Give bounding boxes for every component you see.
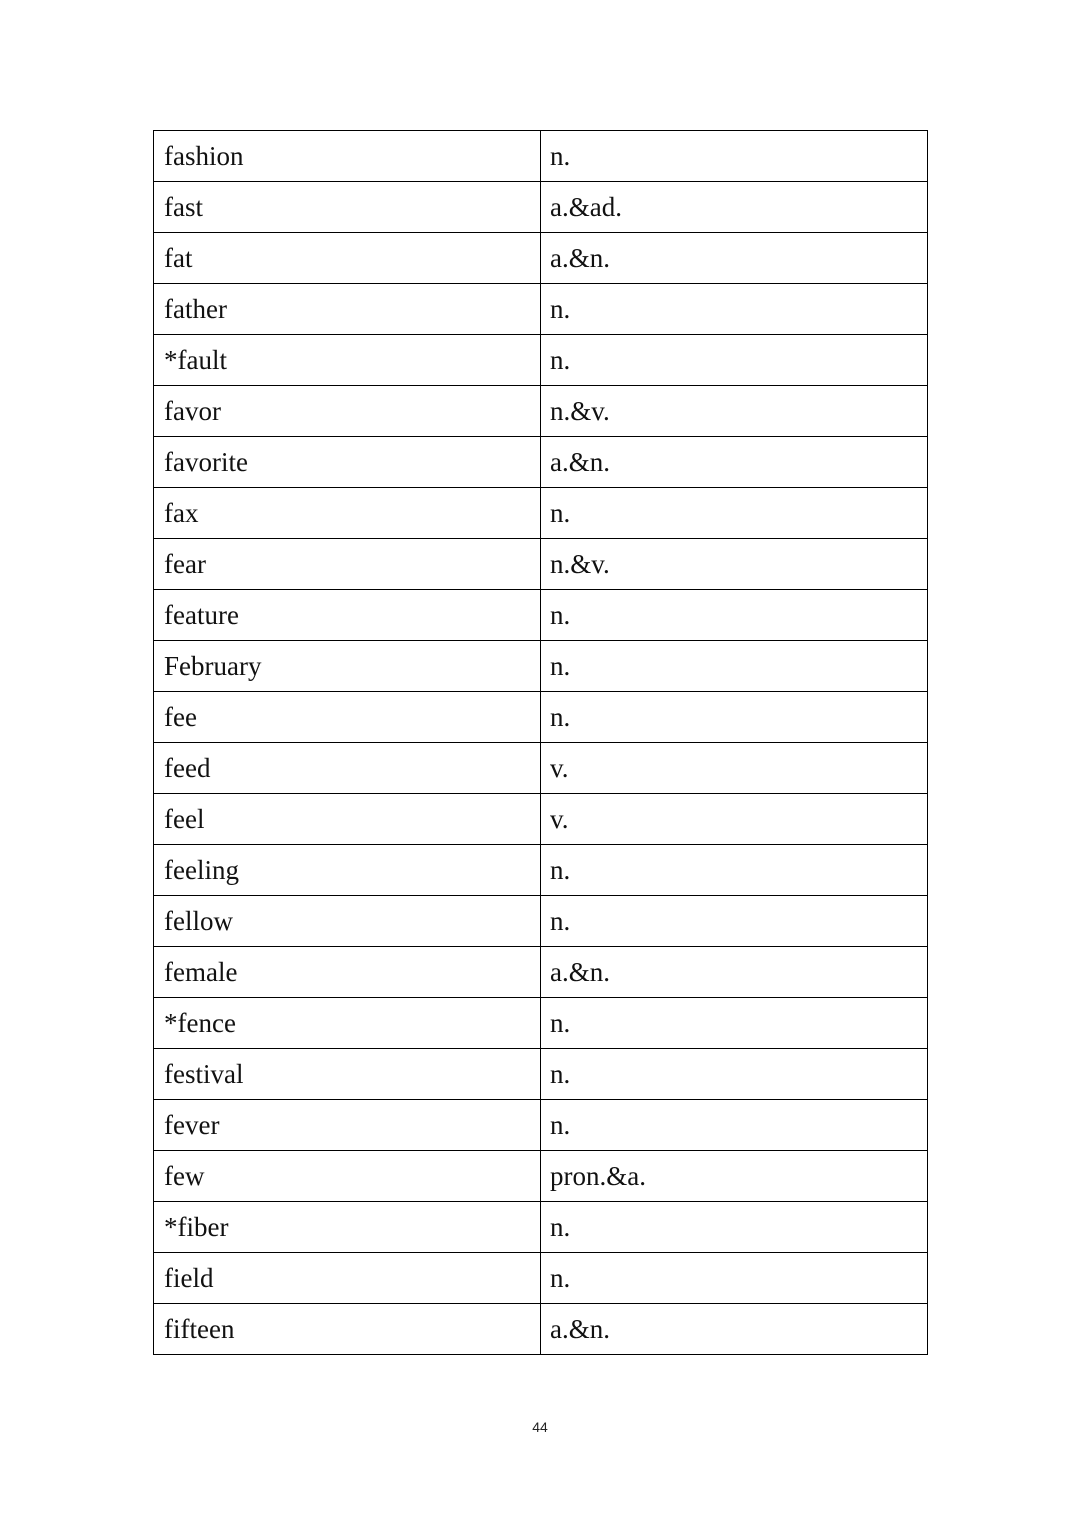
table-row <box>154 182 928 233</box>
part-of-speech-cell: n. <box>541 488 928 539</box>
table-row <box>154 284 928 335</box>
part-of-speech-cell: a.&ad. <box>541 182 928 233</box>
table-row <box>154 998 928 1049</box>
word-cell: fifteen <box>154 1304 541 1355</box>
table-row <box>154 233 928 284</box>
part-of-speech-cell: v. <box>541 794 928 845</box>
part-of-speech-cell: n. <box>541 1049 928 1100</box>
word-cell: father <box>154 284 541 335</box>
part-of-speech-cell: n. <box>541 692 928 743</box>
word-cell: *fiber <box>154 1202 541 1253</box>
word-cell: feel <box>154 794 541 845</box>
part-of-speech-cell: n. <box>541 1100 928 1151</box>
part-of-speech-cell: a.&n. <box>541 437 928 488</box>
word-cell: few <box>154 1151 541 1202</box>
table-row <box>154 1151 928 1202</box>
table-row <box>154 131 928 182</box>
table-row <box>154 1100 928 1151</box>
word-cell: fat <box>154 233 541 284</box>
word-cell: festival <box>154 1049 541 1100</box>
part-of-speech-cell: n. <box>541 590 928 641</box>
word-cell: *fence <box>154 998 541 1049</box>
part-of-speech-cell: pron.&a. <box>541 1151 928 1202</box>
table-row <box>154 641 928 692</box>
word-cell: February <box>154 641 541 692</box>
table-row <box>154 692 928 743</box>
table-row <box>154 845 928 896</box>
table-row <box>154 590 928 641</box>
part-of-speech-cell: n. <box>541 335 928 386</box>
table-row <box>154 437 928 488</box>
table-row <box>154 1202 928 1253</box>
word-cell: feed <box>154 743 541 794</box>
word-cell: fear <box>154 539 541 590</box>
word-cell: fellow <box>154 896 541 947</box>
word-cell: fee <box>154 692 541 743</box>
word-cell: field <box>154 1253 541 1304</box>
vocabulary-table-body <box>154 131 928 1355</box>
part-of-speech-cell: a.&n. <box>541 947 928 998</box>
word-cell: favor <box>154 386 541 437</box>
vocabulary-table <box>153 130 928 1355</box>
part-of-speech-cell: n. <box>541 845 928 896</box>
part-of-speech-cell: n. <box>541 1202 928 1253</box>
part-of-speech-cell: n. <box>541 1253 928 1304</box>
part-of-speech-cell: n.&v. <box>541 539 928 590</box>
part-of-speech-cell: n. <box>541 641 928 692</box>
part-of-speech-cell: a.&n. <box>541 1304 928 1355</box>
word-cell: feeling <box>154 845 541 896</box>
table-row <box>154 539 928 590</box>
part-of-speech-cell: n. <box>541 998 928 1049</box>
table-row <box>154 896 928 947</box>
word-cell: fax <box>154 488 541 539</box>
part-of-speech-cell: n. <box>541 896 928 947</box>
table-row <box>154 1049 928 1100</box>
table-row <box>154 488 928 539</box>
table-row <box>154 335 928 386</box>
table-row <box>154 386 928 437</box>
table-row <box>154 1253 928 1304</box>
word-cell: favorite <box>154 437 541 488</box>
table-row <box>154 743 928 794</box>
word-cell: fever <box>154 1100 541 1151</box>
page-number: 44 <box>532 1419 548 1435</box>
table-row <box>154 947 928 998</box>
part-of-speech-cell: n. <box>541 131 928 182</box>
word-cell: *fault <box>154 335 541 386</box>
word-cell: female <box>154 947 541 998</box>
part-of-speech-cell: v. <box>541 743 928 794</box>
word-cell: fast <box>154 182 541 233</box>
part-of-speech-cell: n.&v. <box>541 386 928 437</box>
part-of-speech-cell: a.&n. <box>541 233 928 284</box>
part-of-speech-cell: n. <box>541 284 928 335</box>
word-cell: fashion <box>154 131 541 182</box>
word-cell: feature <box>154 590 541 641</box>
table-row <box>154 1304 928 1355</box>
table-row <box>154 794 928 845</box>
